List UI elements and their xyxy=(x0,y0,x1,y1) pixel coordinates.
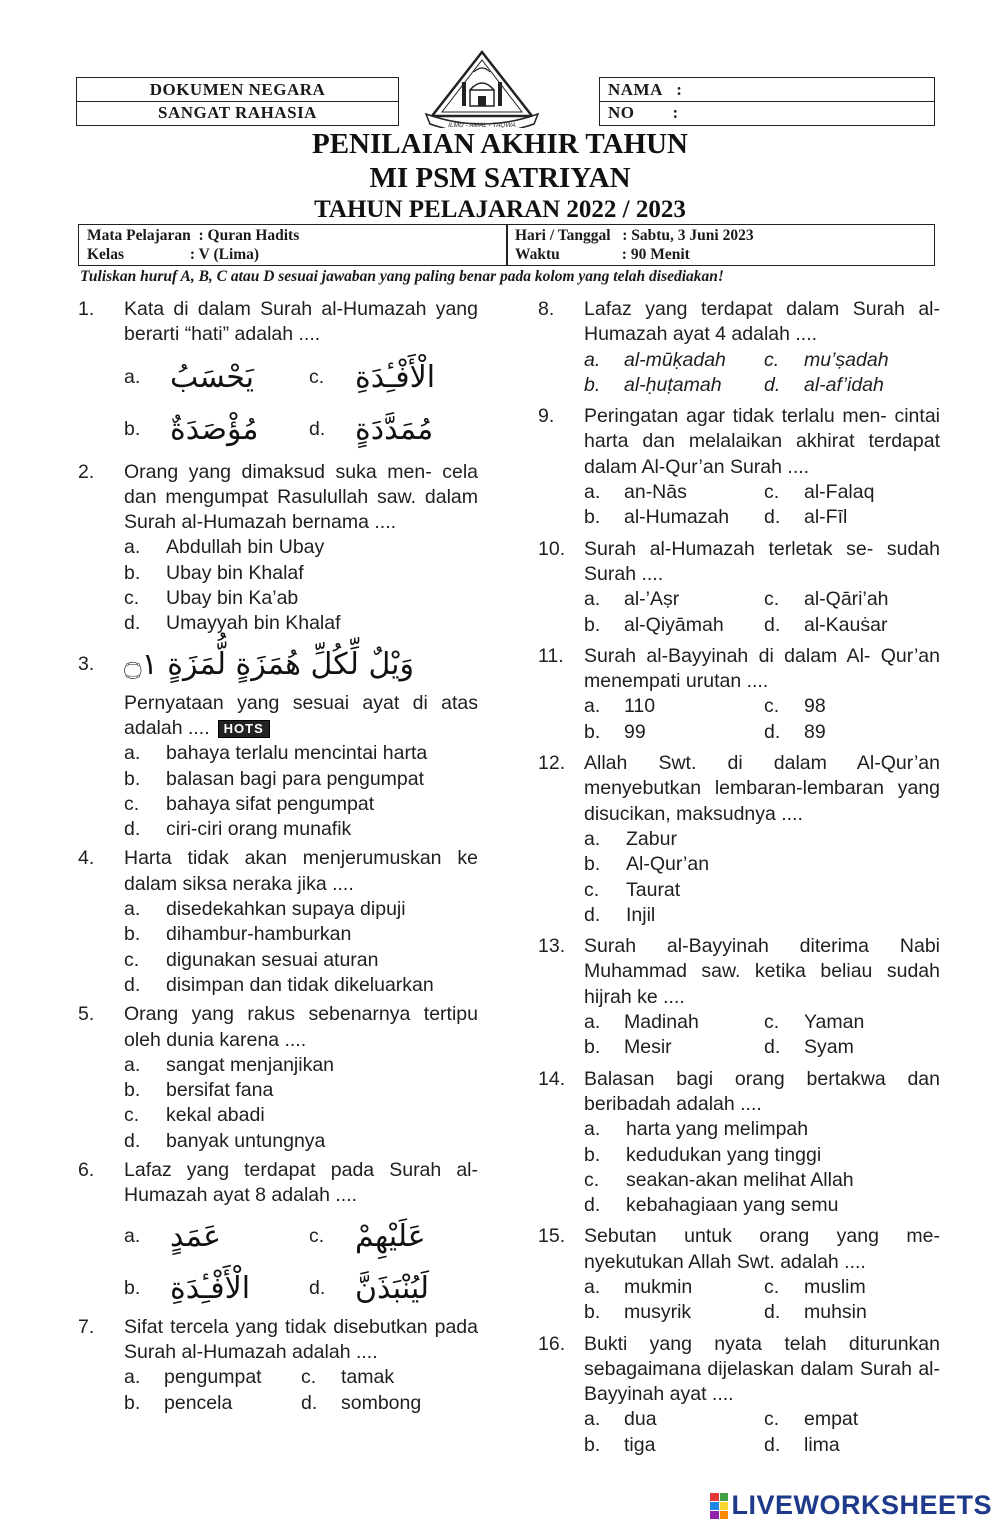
option-letter: c. xyxy=(309,365,325,388)
option-letter: c. xyxy=(124,792,140,815)
option-a[interactable] xyxy=(584,480,764,505)
option-c[interactable] xyxy=(764,348,940,373)
option-letter: a. xyxy=(584,1011,601,1034)
option-letter: b. xyxy=(584,1036,601,1059)
question-text: Lafaz yang terdapat dalam Surah al-Humazah ayat 4 adalah .... xyxy=(584,298,940,346)
option-d[interactable] xyxy=(124,817,478,842)
option-text: bahaya sifat pengumpat xyxy=(166,792,375,815)
option-a[interactable] xyxy=(584,1407,764,1432)
option-b[interactable] xyxy=(124,1391,301,1416)
option-arabic: عَمَدٍ xyxy=(170,1218,221,1254)
option-b[interactable] xyxy=(584,1143,940,1168)
question-13 xyxy=(538,934,940,1060)
option-text: banyak untungnya xyxy=(166,1129,326,1152)
option-letter: a. xyxy=(584,1118,601,1141)
option-a[interactable] xyxy=(124,897,478,922)
option-letter: d. xyxy=(584,903,601,926)
option-text: Yaman xyxy=(804,1011,865,1034)
option-b[interactable] xyxy=(124,1263,309,1315)
option-c[interactable] xyxy=(309,352,494,404)
option-letter: b. xyxy=(124,923,141,946)
option-letter: b. xyxy=(584,720,601,743)
option-letter: a. xyxy=(584,588,601,611)
option-letter: c. xyxy=(764,1275,780,1298)
title-line-1: PENILAIAN AKHIR TAHUN xyxy=(312,128,688,160)
option-text: muslim xyxy=(804,1275,866,1298)
question-4 xyxy=(78,846,478,998)
right-column xyxy=(538,297,940,1458)
question-text: Surah al-Humazah terletak se- sudah Surah .... xyxy=(584,537,940,585)
option-letter: c. xyxy=(764,695,780,718)
question-text: Peringatan agar tidak terlalu men- cintai harta dan melalaikan akhirat terdapat dalam Al-Qur’an Surah .... xyxy=(584,405,940,478)
option-letter: c. xyxy=(764,1011,780,1034)
option-letter: a. xyxy=(124,898,141,921)
option-text: Ubay bin Ka’ab xyxy=(166,587,299,610)
question-text: Allah Swt. di dalam Al-Qur’an menyebutkan lembaran-lembaran yang disucikan, maksudnya .... xyxy=(584,752,940,825)
option-letter: b. xyxy=(124,417,141,440)
question-number: 8. xyxy=(538,298,555,320)
option-letter: d. xyxy=(309,417,326,440)
question-number: 10. xyxy=(538,537,566,560)
option-c[interactable] xyxy=(764,480,940,505)
instruction: Tuliskan huruf A, B, C atau D sesuai jawaban yang paling benar pada kolom yang telah disediakan! xyxy=(80,268,724,285)
question-number: 5. xyxy=(78,1003,95,1026)
option-c[interactable] xyxy=(764,694,940,719)
option-text: 110 xyxy=(624,695,656,718)
quran-verse: وَيْلٌ لِّكُلِّ هُمَزَةٍ لُّمَزَةٍ ۝١ xyxy=(124,647,415,683)
option-b[interactable] xyxy=(124,922,478,947)
option-text: al-mūḳadah xyxy=(624,348,726,371)
question-text: Kata di dalam Surah al-Humazah yang berarti “hati” adalah .... xyxy=(124,298,478,346)
question-text: Sebutan untuk orang yang me- nyekutukan Allah Swt. adalah .... xyxy=(584,1225,940,1273)
option-letter: b. xyxy=(584,1433,601,1456)
option-letter: b. xyxy=(584,853,601,876)
option-text: seakan-akan melihat Allah xyxy=(626,1168,854,1191)
option-d[interactable] xyxy=(764,1035,940,1060)
option-a[interactable] xyxy=(584,587,764,612)
option-text: pencela xyxy=(164,1391,233,1414)
option-letter: a. xyxy=(124,742,141,765)
option-c[interactable] xyxy=(124,792,478,817)
question-text: Balasan bagi orang bertakwa dan beribadah adalah .... xyxy=(584,1067,940,1115)
option-letter: a. xyxy=(124,1224,141,1247)
question-number: 11. xyxy=(538,644,564,667)
option-letter: c. xyxy=(764,348,780,371)
option-c[interactable] xyxy=(764,1010,940,1035)
option-text: tiga xyxy=(624,1433,656,1456)
question-1 xyxy=(78,297,478,456)
option-letter: d. xyxy=(764,373,781,396)
question-text: Orang yang rakus sebenarnya tertipu oleh dunia karena .... xyxy=(124,1003,478,1051)
option-c[interactable] xyxy=(124,586,478,611)
option-text: pengumpat xyxy=(164,1366,262,1389)
option-text: tamak xyxy=(341,1366,395,1389)
option-letter: d. xyxy=(764,613,781,636)
option-arabic: عَلَيْهِمْ xyxy=(355,1218,426,1254)
option-d[interactable] xyxy=(124,611,478,636)
option-d[interactable] xyxy=(124,973,478,998)
option-letter: d. xyxy=(764,720,781,743)
option-letter: d. xyxy=(124,818,141,841)
option-arabic: الْأَفْـِٔدَةِ xyxy=(355,359,436,395)
option-text: disedekahkan supaya dipuji xyxy=(166,898,406,921)
option-text: bahaya terlalu mencintai harta xyxy=(166,742,428,765)
question-9 xyxy=(538,404,940,530)
question-8 xyxy=(538,297,940,398)
option-a[interactable] xyxy=(124,1053,478,1078)
option-letter: a. xyxy=(584,1408,601,1431)
option-letter: d. xyxy=(301,1391,318,1414)
option-letter: c. xyxy=(764,1408,780,1431)
option-letter: a. xyxy=(584,695,601,718)
question-text: Pernyataan yang sesuai ayat di atas adalah .... xyxy=(124,691,478,739)
option-d[interactable] xyxy=(764,505,940,530)
info-day-date: Hari / Tanggal : Sabtu, 3 Juni 2023 xyxy=(515,227,754,244)
option-text: ciri-ciri orang munafik xyxy=(166,818,352,841)
option-c[interactable] xyxy=(124,1103,478,1128)
option-text: dua xyxy=(624,1408,657,1431)
question-number: 4. xyxy=(78,847,95,870)
option-text: Ubay bin Khalaf xyxy=(166,561,304,584)
option-a[interactable] xyxy=(584,1275,764,1300)
option-text: 89 xyxy=(804,720,826,743)
option-b[interactable] xyxy=(584,720,764,745)
question-number: 6. xyxy=(78,1159,95,1182)
option-b[interactable] xyxy=(124,561,478,586)
option-text: an-Nās xyxy=(624,481,687,504)
option-text: al-af’idah xyxy=(804,373,884,396)
liveworksheets-text: LIVEWORKSHEETS xyxy=(731,1490,992,1520)
question-text: Harta tidak akan menjerumuskan ke dalam siksa neraka jika .... xyxy=(124,847,478,895)
option-a[interactable] xyxy=(124,1365,301,1390)
option-letter: a. xyxy=(124,365,141,388)
option-text: disimpan dan tidak dikeluarkan xyxy=(166,973,434,996)
option-text: bersifat fana xyxy=(166,1079,274,1102)
option-text: al-Qiyāmah xyxy=(624,613,724,636)
question-text: Sifat tercela yang tidak disebutkan pada Surah al-Humazah adalah .... xyxy=(124,1315,478,1363)
option-letter: d. xyxy=(309,1276,326,1299)
option-text: 98 xyxy=(804,695,826,718)
option-letter: a. xyxy=(584,827,601,850)
question-text: Surah al-Bayyinah di dalam Al- Qur’an menempati urutan .... xyxy=(584,644,940,693)
option-arabic: مُؤْصَدَةٌ xyxy=(170,411,259,447)
question-11 xyxy=(538,644,940,745)
option-letter: d. xyxy=(124,1129,141,1152)
option-a[interactable] xyxy=(584,348,764,373)
question-number: 2. xyxy=(78,460,95,483)
header-nama-field[interactable]: NAMA : xyxy=(608,79,683,99)
option-text: empat xyxy=(804,1408,859,1431)
option-text: lima xyxy=(804,1433,840,1456)
option-letter: b. xyxy=(584,613,601,636)
option-d[interactable] xyxy=(764,1433,940,1458)
question-6 xyxy=(78,1158,478,1315)
option-d[interactable] xyxy=(764,720,940,745)
option-arabic: لَيُنْبَذَنَّ xyxy=(355,1270,430,1306)
question-number: 14. xyxy=(538,1067,566,1090)
option-c[interactable] xyxy=(764,1275,940,1300)
option-text: Umayyah bin Khalaf xyxy=(166,612,341,635)
option-text: muhsin xyxy=(804,1301,867,1324)
option-letter: d. xyxy=(764,1433,781,1456)
question-text: Bukti yang nyata telah diturunkan sebagaimana dijelaskan dalam Surah al-Bayyinah ayat .... xyxy=(584,1332,940,1406)
option-a[interactable] xyxy=(124,1211,309,1263)
header-sangat-rahasia: SANGAT RAHASIA xyxy=(77,101,398,124)
option-letter: a. xyxy=(584,481,601,504)
option-text: kekal abadi xyxy=(166,1104,265,1127)
option-a[interactable] xyxy=(584,1117,940,1142)
option-text: mu’ṣadah xyxy=(804,348,889,371)
option-c[interactable] xyxy=(764,1407,940,1432)
option-text: balasan bagi para pengumpat xyxy=(166,767,425,790)
option-b[interactable] xyxy=(584,852,940,877)
question-number: 12. xyxy=(538,752,566,775)
option-text: al-ḥuṭamah xyxy=(624,373,722,396)
option-c[interactable] xyxy=(124,948,478,973)
option-letter: d. xyxy=(764,1036,781,1059)
option-a[interactable] xyxy=(584,694,764,719)
title-line-2: MI PSM SATRIYAN xyxy=(369,162,631,194)
option-text: al-Humazah xyxy=(624,506,730,529)
option-c[interactable] xyxy=(584,878,940,903)
option-text: Madinah xyxy=(624,1011,699,1034)
option-b[interactable] xyxy=(124,767,478,792)
option-text: Syam xyxy=(804,1036,854,1059)
option-text: al-Falaq xyxy=(804,481,875,504)
option-b[interactable] xyxy=(584,505,764,530)
option-letter: a. xyxy=(124,1366,141,1389)
question-14 xyxy=(538,1067,940,1219)
info-divider xyxy=(506,225,508,265)
header-right-box xyxy=(599,77,935,126)
option-text: kedudukan yang tinggi xyxy=(626,1143,822,1166)
hots-badge: HOTS xyxy=(218,720,270,738)
option-text: al-’Aṣr xyxy=(624,588,680,611)
option-letter: b. xyxy=(584,506,601,529)
option-text: al-Kauṡar xyxy=(804,613,888,636)
option-c[interactable] xyxy=(309,1211,494,1263)
option-letter: c. xyxy=(124,948,140,971)
option-d[interactable] xyxy=(764,373,940,398)
question-text: Orang yang dimaksud suka men- cela dan mengumpat Rasulullah saw. dalam Surah al-Humazah bernama .... xyxy=(124,460,478,534)
question-number: 13. xyxy=(538,935,566,958)
question-5 xyxy=(78,1002,478,1154)
option-letter: b. xyxy=(124,561,141,584)
logo-motto: ILMU - AMAL - TAQWA xyxy=(448,122,516,128)
option-arabic: يَحْسَبُ xyxy=(170,359,254,395)
question-16 xyxy=(538,1332,940,1458)
option-letter: a. xyxy=(124,536,141,559)
option-letter: c. xyxy=(584,1168,600,1191)
question-7 xyxy=(78,1315,478,1416)
option-d[interactable] xyxy=(584,903,940,928)
option-c[interactable] xyxy=(301,1365,478,1390)
option-text: Abdullah bin Ubay xyxy=(166,536,325,559)
header-no-field[interactable]: NO : xyxy=(600,101,934,124)
option-a[interactable] xyxy=(124,535,478,560)
option-d[interactable] xyxy=(309,1263,494,1315)
option-letter: b. xyxy=(124,1079,141,1102)
option-text: Al-Qur’an xyxy=(626,853,710,876)
option-b[interactable] xyxy=(584,1035,764,1060)
option-letter: c. xyxy=(124,587,140,610)
question-2 xyxy=(78,460,478,637)
info-time: Waktu : 90 Menit xyxy=(515,246,690,263)
info-class: Kelas : V (Lima) xyxy=(87,246,260,263)
option-b[interactable] xyxy=(584,1300,764,1325)
liveworksheets-watermark[interactable] xyxy=(710,1490,992,1521)
option-letter: d. xyxy=(124,612,141,635)
option-letter: b. xyxy=(584,1143,601,1166)
option-letter: b. xyxy=(584,373,601,396)
option-letter: d. xyxy=(764,506,781,529)
question-3 xyxy=(78,643,478,843)
option-d[interactable] xyxy=(764,1300,940,1325)
option-text: al-Qāri’ah xyxy=(804,588,889,611)
option-d[interactable] xyxy=(764,613,940,638)
question-text: Surah al-Bayyinah diterima Nabi Muhammad saw. ketika beliau sudah hijrah ke .... xyxy=(584,935,940,1008)
option-b[interactable] xyxy=(124,1078,478,1103)
option-b[interactable] xyxy=(124,404,309,456)
option-b[interactable] xyxy=(584,1433,764,1458)
option-letter: b. xyxy=(124,767,141,790)
option-letter: c. xyxy=(309,1224,325,1247)
option-d[interactable] xyxy=(124,1129,478,1154)
question-number: 3. xyxy=(78,653,95,676)
info-subject: Mata Pelajaran : Quran Hadits xyxy=(87,227,300,244)
option-a[interactable] xyxy=(124,741,478,766)
title-line-3: TAHUN PELAJARAN 2022 / 2023 xyxy=(314,196,686,223)
header-left-box xyxy=(76,77,399,126)
header-dokumen-negara: DOKUMEN NEGARA xyxy=(149,79,326,99)
option-text: digunakan sesuai aturan xyxy=(166,948,379,971)
option-b[interactable] xyxy=(584,373,764,398)
question-text: Lafaz yang terdapat pada Surah al-Humazah ayat 8 adalah .... xyxy=(124,1159,478,1207)
option-letter: c. xyxy=(764,588,780,611)
option-letter: b. xyxy=(584,1301,601,1324)
option-text: Mesir xyxy=(624,1036,672,1059)
option-arabic: الْأَفْـِٔدَةِ xyxy=(170,1270,251,1306)
option-letter: d. xyxy=(584,1194,601,1217)
option-text: mukmin xyxy=(624,1275,693,1298)
option-a[interactable] xyxy=(584,827,940,852)
option-letter: a. xyxy=(584,348,601,371)
info-box xyxy=(78,224,935,266)
question-15 xyxy=(538,1224,940,1325)
option-d[interactable] xyxy=(309,404,494,456)
question-number: 7. xyxy=(78,1315,95,1338)
option-letter: c. xyxy=(584,878,600,901)
option-c[interactable] xyxy=(584,1168,940,1193)
question-10 xyxy=(538,537,940,638)
question-number: 16. xyxy=(538,1332,566,1355)
option-letter: d. xyxy=(764,1301,781,1324)
option-text: harta yang melimpah xyxy=(626,1118,809,1141)
option-d[interactable] xyxy=(584,1193,940,1218)
question-number: 9. xyxy=(538,405,555,428)
question-12 xyxy=(538,751,940,928)
option-letter: a. xyxy=(124,1053,141,1076)
option-text: 99 xyxy=(624,720,646,743)
liveworksheets-logo-icon xyxy=(710,1493,728,1519)
option-letter: b. xyxy=(124,1276,141,1299)
option-text: Zabur xyxy=(626,827,677,850)
option-letter: d. xyxy=(124,973,141,996)
option-a[interactable] xyxy=(584,1010,764,1035)
option-text: Taurat xyxy=(626,878,681,901)
option-letter: b. xyxy=(124,1391,141,1414)
option-text: Injil xyxy=(626,903,656,926)
option-letter: c. xyxy=(764,481,780,504)
option-c[interactable] xyxy=(764,587,940,612)
option-letter: a. xyxy=(584,1275,601,1298)
question-number: 1. xyxy=(78,298,95,320)
option-letter: c. xyxy=(301,1366,317,1389)
option-arabic: مُمَدَّدَةٍ xyxy=(355,411,434,447)
option-a[interactable] xyxy=(124,352,309,404)
option-text: sombong xyxy=(341,1391,422,1414)
question-number: 15. xyxy=(538,1225,566,1248)
option-text: kebahagiaan yang semu xyxy=(626,1194,839,1217)
option-letter: c. xyxy=(124,1104,140,1127)
left-column xyxy=(78,297,478,1416)
option-text: al-Fīl xyxy=(804,506,848,529)
option-d[interactable] xyxy=(301,1391,478,1416)
option-text: dihambur-hamburkan xyxy=(166,923,352,946)
option-text: sangat menjanjikan xyxy=(166,1053,335,1076)
option-b[interactable] xyxy=(584,613,764,638)
option-text: musyrik xyxy=(624,1301,692,1324)
school-logo xyxy=(422,48,542,128)
